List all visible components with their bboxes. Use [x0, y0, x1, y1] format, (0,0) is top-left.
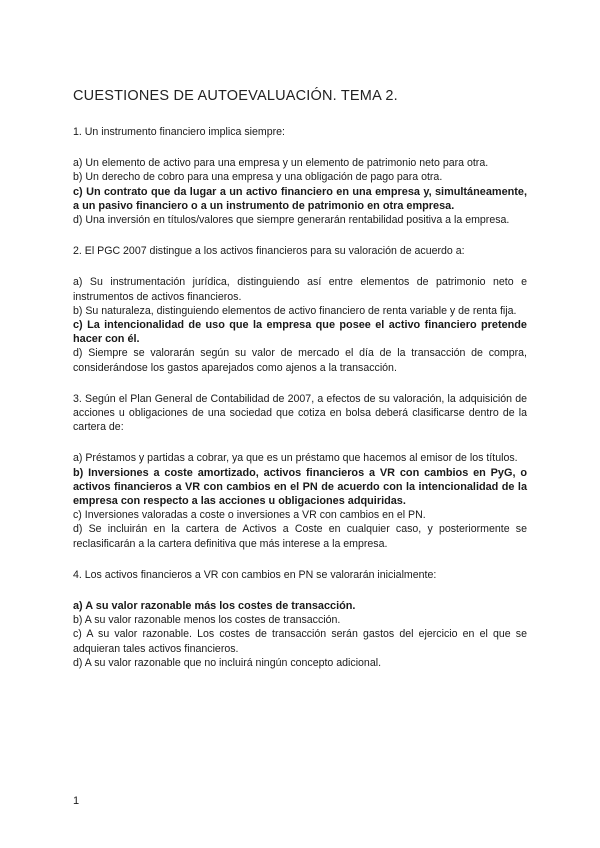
option-b-correct: b) Inversiones a coste amortizado, activos financieros a VR con cambios en PyG, o activos financieros a VR con cambios en el PN de acuerdo con la intencionalidad de la empresa con respecto a las acciones u obligaciones adquiridas. — [73, 466, 527, 508]
question-3 — [73, 392, 527, 551]
page-title: CUESTIONES DE AUTOEVALUACIÓN. TEMA 2. — [73, 88, 398, 104]
option-d: d) Una inversión en títulos/valores que siempre generarán rentabilidad positiva a la empresa. — [73, 214, 510, 227]
option-c: c) A su valor razonable. Los costes de transacción serán gastos del ejercicio en el que se adquieran tales activos financieros. — [73, 628, 527, 655]
page-number: 1 — [73, 795, 80, 807]
option-a: a) Préstamos y partidas a cobrar, ya que es un préstamo que hacemos al emisor de los títulos. — [73, 452, 518, 465]
option-a-correct: a) A su valor razonable más los costes de transacción. — [73, 600, 356, 613]
option-c-correct: c) La intencionalidad de uso que la empresa que posee el activo financiero pretende hacer con él. — [73, 319, 527, 346]
option-b: b) Un derecho de cobro para una empresa y una obligación de pago para otra. — [73, 171, 443, 184]
option-a: a) Su instrumentación jurídica, distinguiendo así entre elementos de patrimonio neto e instrumentos de activos financieros. — [73, 276, 527, 303]
option-d: d) Siempre se valorarán según su valor de mercado el día de la transacción de compra, considerándose los gastos aparejados como ajenos a la transacción. — [73, 347, 527, 374]
option-d: d) Se incluirán en la cartera de Activos a Coste en cualquier caso, y posteriormente se reclasificarán a la cartera definitiva que más interese a la empresa. — [73, 523, 527, 550]
question-stem: 4. Los activos financieros a VR con cambios en PN se valorarán inicialmente: — [73, 568, 437, 581]
option-b: b) Su naturaleza, distinguiendo elementos de activo financiero de renta variable y de renta fija. — [73, 304, 517, 317]
option-a: a) Un elemento de activo para una empresa y un elemento de patrimonio neto para otra. — [73, 157, 489, 170]
option-c-correct: c) Un contrato que da lugar a un activo financiero en una empresa y, simultáneamente, a un pasivo financiero o a un instrumento de patrimonio en otra empresa. — [73, 185, 527, 212]
option-c: c) Inversiones valoradas a coste o inversiones a VR con cambios en el PN. — [73, 509, 426, 522]
option-d: d) A su valor razonable que no incluirá ningún concepto adicional. — [73, 656, 382, 669]
question-stem: 3. Según el Plan General de Contabilidad de 2007, a efectos de su valoración, la adquisición de acciones u obligaciones de una sociedad que cotiza en bolsa deberá clasificarse dentro de la cartera de: — [73, 392, 527, 434]
option-b: b) A su valor razonable menos los costes de transacción. — [73, 614, 341, 627]
question-4 — [73, 568, 527, 670]
questions-list — [73, 125, 527, 687]
question-stem: 2. El PGC 2007 distingue a los activos financieros para su valoración de acuerdo a: — [73, 245, 465, 258]
question-stem: 1. Un instrumento financiero implica siempre: — [73, 126, 285, 138]
question-2 — [73, 244, 527, 375]
question-1 — [73, 125, 527, 227]
